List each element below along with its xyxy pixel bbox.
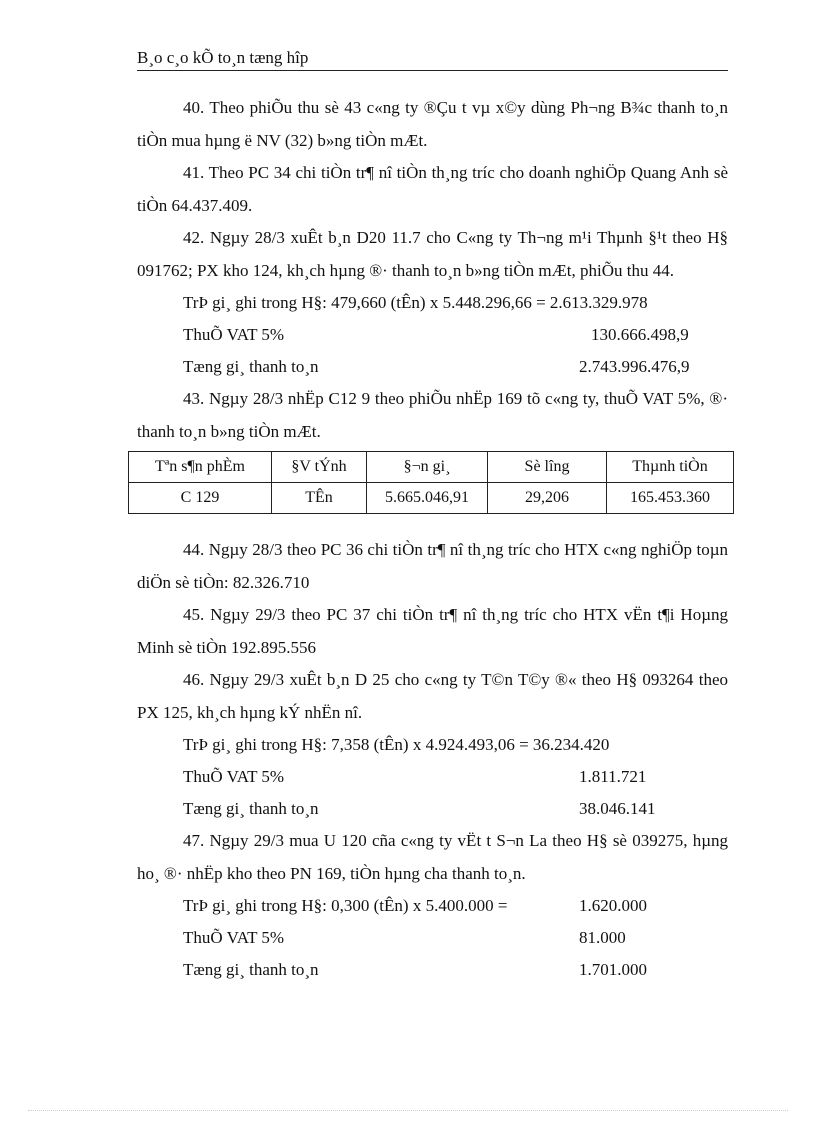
calc-row-vat xyxy=(183,761,728,793)
table-cell: 165.453.360 xyxy=(607,483,734,514)
paragraph-46: 46. Ngµy 29/3 xuÊt b¸n D 25 cho c«ng ty T©n T©y ®« theo H§ 093264 theo PX 125, kh¸ch hµng kÝ nhËn nî. xyxy=(137,670,728,722)
calc-row-value xyxy=(183,729,728,761)
calc-value: 1.620.000 xyxy=(579,896,647,915)
table-cell: TÊn xyxy=(272,483,367,514)
paragraph-40: 40. Theo phiÕu thu sè 43 c«ng ty ®Çu t vµ x©y dùng Ph¬ng B¾c thanh to¸n tiÒn mua hµng ë NV (32) b»ng tiÒn mÆt. xyxy=(137,98,728,150)
calc-label: ThuÕ VAT 5% xyxy=(183,325,285,344)
calc-label: Tæng gi¸ thanh to¸n xyxy=(183,799,319,818)
calc-value: 1.701.000 xyxy=(579,960,647,979)
page-header xyxy=(137,48,728,71)
calc-value: 130.666.498,9 xyxy=(591,325,689,344)
paragraph-47: 47. Ngµy 29/3 mua U 120 cña c«ng ty vËt t S¬n La theo H§ sè 039275, hµng ho¸ ®· nhËp kho theo PN 169, tiÒn hµng cha thanh to¸n. xyxy=(137,831,728,883)
table-header-cell: Sè lîng xyxy=(488,452,607,483)
table-header-cell: §V tÝnh xyxy=(272,452,367,483)
header-title: B¸o c¸o kÕ to¸n tæng hîp xyxy=(137,48,309,67)
product-table xyxy=(128,451,734,514)
calc-label: ThuÕ VAT 5% xyxy=(183,767,285,786)
page-bottom-divider xyxy=(28,1110,788,1111)
document-body xyxy=(137,92,728,986)
calc-label: TrÞ gi¸ ghi trong H§: 479,660 (tÊn) x 5.448.296,66 = 2.613.329.978 xyxy=(183,293,648,312)
calc-value: 2.743.996.476,9 xyxy=(579,357,690,376)
paragraph-45: 45. Ngµy 29/3 theo PC 37 chi tiÒn tr¶ nî th¸ng tríc cho HTX vËn t¶i Hoµng Minh sè tiÒn 192.895.556 xyxy=(137,605,728,657)
calc-label: Tæng gi¸ thanh to¸n xyxy=(183,960,319,979)
calc-label: ThuÕ VAT 5% xyxy=(183,928,285,947)
table-header-cell: §¬n gi¸ xyxy=(367,452,488,483)
calc-label: Tæng gi¸ thanh to¸n xyxy=(183,357,319,376)
calc-value: 38.046.141 xyxy=(579,799,656,818)
calc-row-total xyxy=(183,793,728,825)
calc-row-value xyxy=(183,287,728,319)
paragraph-42: 42. Ngµy 28/3 xuÊt b¸n D20 11.7 cho C«ng ty Th¬ng m¹i Thµnh §¹t theo H§ 091762; PX kho 124, kh¸ch hµng ®· thanh to¸n b»ng tiÒn mÆt, phiÕu thu 44. xyxy=(137,228,728,280)
table-header-row xyxy=(129,452,734,483)
table-row xyxy=(129,483,734,514)
table-header-cell: Thµnh tiÒn xyxy=(607,452,734,483)
table-header-cell: Tªn s¶n phÈm xyxy=(129,452,272,483)
calc-value: 1.811.721 xyxy=(579,767,647,786)
paragraph-43: 43. Ngµy 28/3 nhËp C12 9 theo phiÕu nhËp 169 tõ c«ng ty, thuÕ VAT 5%, ®· thanh to¸n b»ng tiÒn mÆt. xyxy=(137,389,728,441)
calc-label: TrÞ gi¸ ghi trong H§: 0,300 (tÊn) x 5.400.000 = xyxy=(183,896,508,915)
calc-row-total xyxy=(183,954,728,986)
calc-row-value xyxy=(183,890,728,922)
calc-row-total xyxy=(183,351,728,383)
calc-value: 81.000 xyxy=(579,928,626,947)
paragraph-41: 41. Theo PC 34 chi tiÒn tr¶ nî tiÒn th¸ng tríc cho doanh nghiÖp Quang Anh sè tiÒn 64.437.409. xyxy=(137,163,728,215)
paragraph-44: 44. Ngµy 28/3 theo PC 36 chi tiÒn tr¶ nî th¸ng tríc cho HTX c«ng nghiÖp toµn diÖn sè tiÒn: 82.326.710 xyxy=(137,540,728,592)
calc-row-vat xyxy=(183,319,728,351)
calc-label: TrÞ gi¸ ghi trong H§: 7,358 (tÊn) x 4.924.493,06 = 36.234.420 xyxy=(183,735,610,754)
table-cell: 5.665.046,91 xyxy=(367,483,488,514)
table-cell: C 129 xyxy=(129,483,272,514)
table-cell: 29,206 xyxy=(488,483,607,514)
calc-row-vat xyxy=(183,922,728,954)
